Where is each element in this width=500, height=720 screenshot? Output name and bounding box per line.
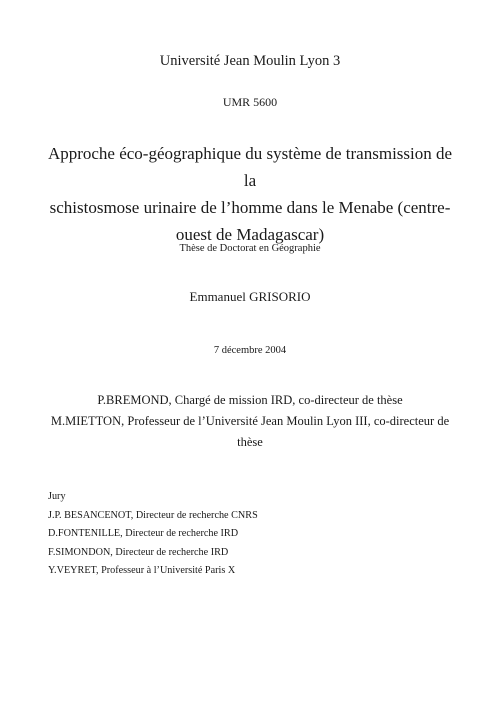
thesis-title <box>40 140 460 248</box>
jury-list <box>48 488 468 581</box>
university-name: Université Jean Moulin Lyon 3 <box>159 53 341 69</box>
research-unit: UMR 5600 <box>222 95 278 109</box>
supervisor-line: P.BREMOND, Chargé de mission IRD, co-directeur de thèse <box>97 393 403 407</box>
defense-date: 7 décembre 2004 <box>213 345 287 356</box>
thesis-title-line: Approche éco-géographique du système de transmission de la <box>47 144 453 190</box>
jury-member: D.FONTENILLE, Directeur de recherche IRD <box>48 528 239 539</box>
author-name: Emmanuel GRISORIO <box>189 289 311 304</box>
jury-heading: Jury <box>48 491 66 502</box>
supervisor-line: M.MIETTON, Professeur de l’Université Jean Moulin Lyon III, co-directeur de <box>50 414 450 428</box>
thesis-title-line: ouest de Madagascar) <box>175 225 325 244</box>
jury-member: F.SIMONDON, Directeur de recherche IRD <box>48 546 229 558</box>
thesis-title-line: schistosmose urinaire de l’homme dans le Menabe (centre- <box>49 198 451 217</box>
jury-member: Y.VEYRET, Professeur à l’Université Paris X <box>48 565 236 576</box>
jury-member: J.P. BESANCENOT, Directeur de recherche CNRS <box>48 509 258 521</box>
supervisors <box>40 390 460 453</box>
supervisor-line: thèse <box>237 435 263 449</box>
thesis-type: Thèse de Doctorat en Géographie <box>179 243 321 254</box>
